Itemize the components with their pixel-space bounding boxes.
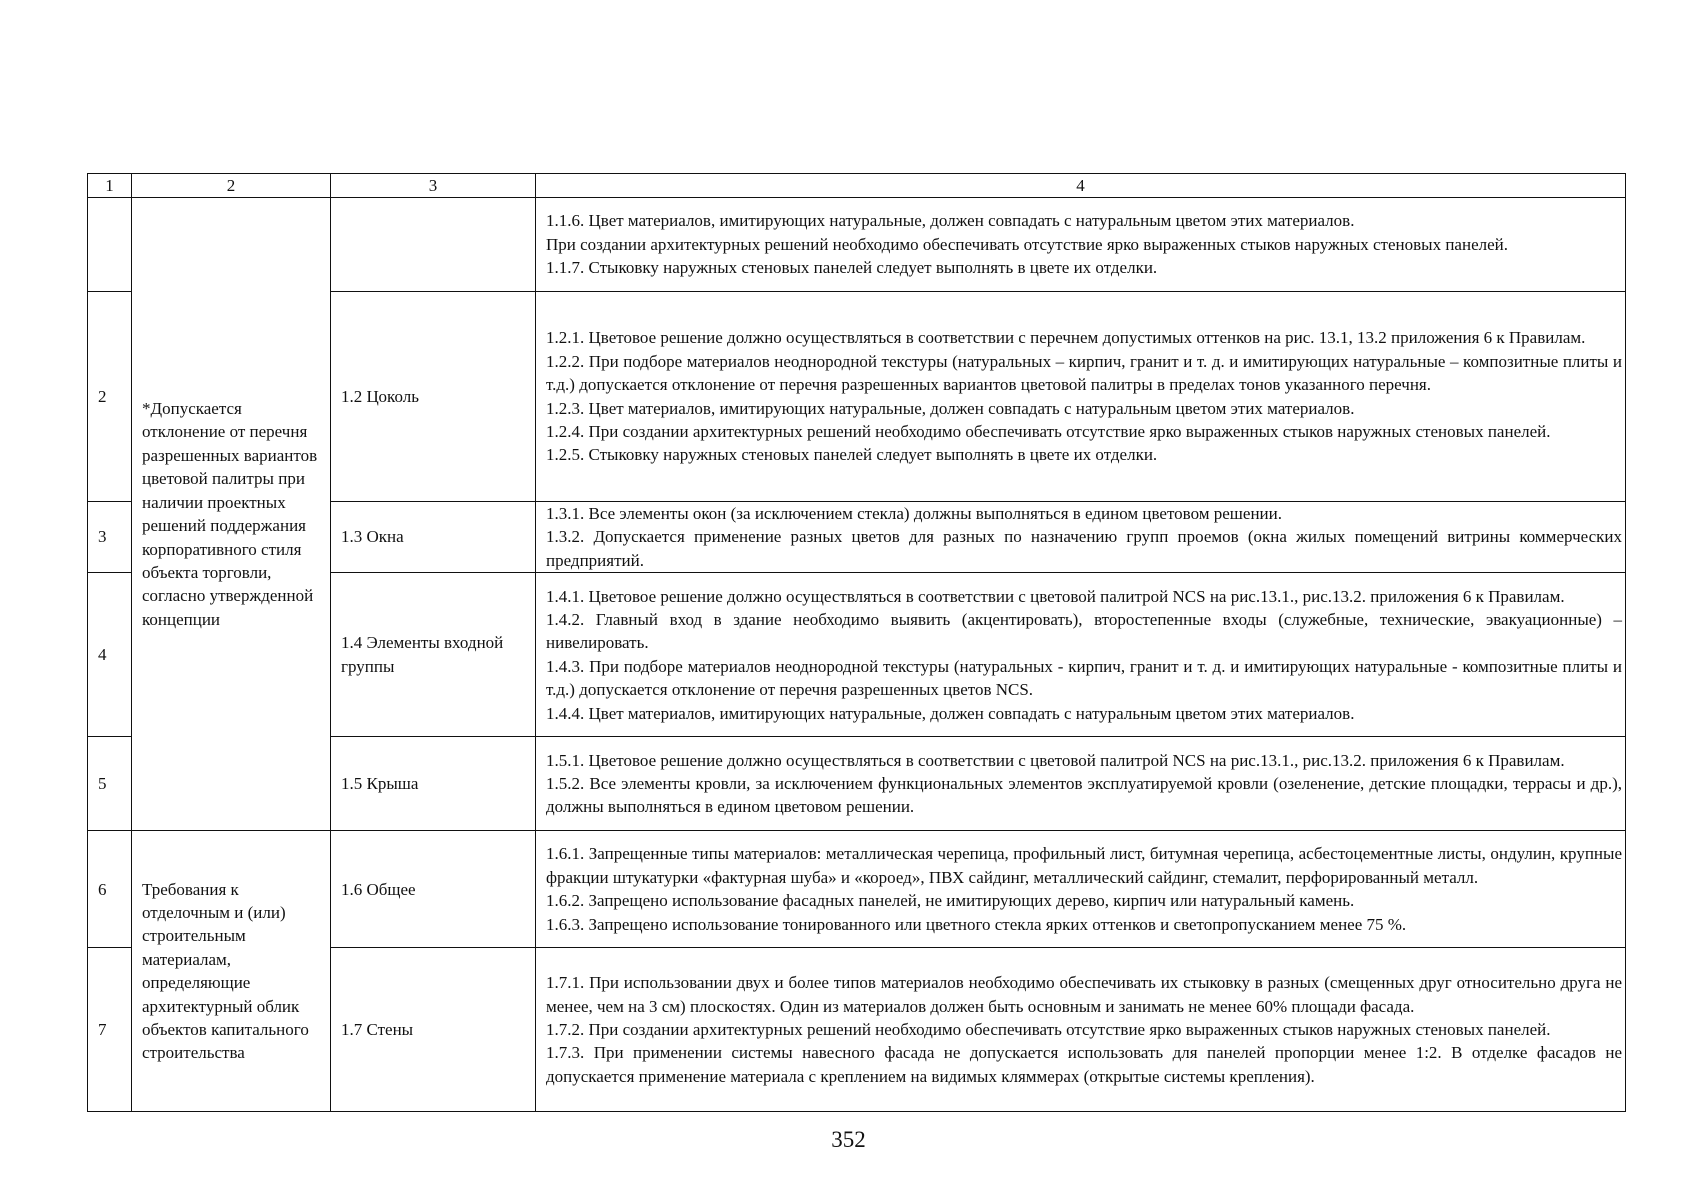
requirement-item: 1.2.2. При подборе материалов неоднородной текстуры (натуральных – кирпич, гранит и т. д. и имитирующих натуральные – композитные плиты и т.д.) допускается отклонение от перечня разрешенных вариантов цветовой палитры в пределах тонов указанного перечня. (546, 351, 1622, 395)
requirement-item: 1.1.7. Стыковку наружных стеновых панелей следует выполнять в цвете их отделки. (546, 258, 1158, 278)
requirements-cell (536, 831, 1626, 948)
requirement-item: 1.2.1. Цветовое решение должно осуществляться в соответствии с перечнем допустимых оттенков на рис. 13.1, 13.2 приложения 6 к Правилам. (546, 328, 1586, 348)
requirements-table (87, 173, 1626, 1112)
requirements-cell (536, 737, 1626, 831)
requirements-cell (536, 292, 1626, 502)
requirement-item: 1.3.1. Все элементы окон (за исключением стекла) должны выполняться в едином цветовом решении. (546, 504, 1282, 523)
header-row (88, 174, 1626, 198)
requirements-cell (536, 198, 1626, 292)
row-number (88, 198, 132, 292)
requirement-item: 1.4.2. Главный вход в здание необходимо выявить (акцентировать), второстепенные входы (служебные, технические, эвакуационные) – нивелировать. (546, 609, 1622, 653)
table-row (88, 831, 1626, 948)
requirement-item: 1.6.2. Запрещено использование фасадных панелей, не имитирующих дерево, кирпич или натуральный камень. (546, 891, 1355, 911)
requirements-cell (536, 948, 1626, 1112)
requirement-item: 1.2.4. При создании архитектурных решений необходимо обеспечивать отсутствие ярко выраженных стыков наружных стеновых панелей. (546, 421, 1551, 441)
requirement-item: 1.7.2. При создании архитектурных решений необходимо обеспечивать отсутствие ярко выраженных стыков наружных стеновых панелей. (546, 1020, 1551, 1040)
header-cell-3: 3 (331, 174, 536, 198)
group-note-color-deviation: *Допускается отклонение от перечня разрешенных вариантов цветовой палитры при наличии проектных решений поддержания корпоративного стиля объекта торговли, согласно утвержденной концепции (132, 198, 331, 831)
header-cell-1: 1 (88, 174, 132, 198)
table-row (88, 198, 1626, 292)
element-name: 1.7 Стены (331, 948, 536, 1112)
element-name: 1.6 Общее (331, 831, 536, 948)
requirement-item: 1.4.4. Цвет материалов, имитирующих натуральные, должен совпадать с натуральным цветом этих материалов. (546, 703, 1355, 723)
requirement-item: 1.7.1. При использовании двух и более типов материалов необходимо обеспечивать их стыковку в разных (смещенных друг относительно друга не менее, чем на 3 см) плоскостях. Один из материалов должен быть основным и занимать не менее 60% площади фасада. (546, 973, 1622, 1016)
group-note-materials: Требования к отделочным и (или) строительным материалам, определяющие архитектурный облик объектов капитального строительства (132, 831, 331, 1112)
requirement-item: 1.1.6. Цвет материалов, имитирующих натуральные, должен совпадать с натуральным цветом этих материалов. (546, 211, 1355, 231)
requirement-item: 1.3.2. Допускается применение разных цветов для разных по назначению групп проемов (окна жилых помещений витрины коммерческих предприятий. (546, 527, 1622, 570)
requirement-item: 1.2.5. Стыковку наружных стеновых панелей следует выполнять в цвете их отделки. (546, 445, 1158, 465)
element-name: 1.3 Окна (331, 502, 536, 573)
row-number: 4 (88, 573, 132, 737)
row-number: 2 (88, 292, 132, 502)
requirement-item: 1.6.3. Запрещено использование тонированного или цветного стекла ярких оттенков и светопропусканием менее 75 %. (546, 914, 1407, 934)
row-number: 5 (88, 737, 132, 831)
header-cell-4: 4 (536, 174, 1626, 198)
requirement-item: 1.6.1. Запрещенные типы материалов: металлическая черепица, профильный лист, битумная черепица, асбестоцементные листы, ондулин, крупные фракции штукатурки «фактурная шуба» и «короед», ПВХ сайдинг, металлический сайдинг, стемалит, перфорированный металл. (546, 844, 1622, 887)
row-number: 7 (88, 948, 132, 1112)
page-number: 352 (831, 1127, 866, 1152)
header-cell-2: 2 (132, 174, 331, 198)
requirement-item: 1.2.3. Цвет материалов, имитирующих натуральные, должен совпадать с натуральным цветом этих материалов. (546, 398, 1355, 418)
requirement-item: 1.4.1. Цветовое решение должно осуществляться в соответствии с цветовой палитрой NCS на рис.13.1., рис.13.2. приложения 6 к Правилам. (546, 586, 1565, 606)
requirements-cell (536, 573, 1626, 737)
element-name: 1.4 Элементы входной группы (331, 573, 536, 737)
requirements-cell (536, 502, 1626, 573)
element-name (331, 198, 536, 292)
element-name: 1.5 Крыша (331, 737, 536, 831)
element-name: 1.2 Цоколь (331, 292, 536, 502)
requirement-item: При создании архитектурных решений необходимо обеспечивать отсутствие ярко выраженных стыков наружных стеновых панелей. (546, 234, 1508, 254)
requirement-item: 1.5.2. Все элементы кровли, за исключением функциональных элементов эксплуатируемой кровли (озеленение, детские площадки, террасы и др.), должны выполняться в едином цветовом решении. (546, 774, 1622, 817)
row-number: 3 (88, 502, 132, 573)
requirement-item: 1.7.3. При применении системы навесного фасада не допускается использовать для панелей пропорции менее 1:2. В отделке фасадов не допускается применение материала с креплением на видимых кляммерах (открытые системы крепления). (546, 1043, 1622, 1086)
row-number: 6 (88, 831, 132, 948)
requirement-item: 1.4.3. При подборе материалов неоднородной текстуры (натуральных - кирпич, гранит и т. д. и имитирующих натуральные - композитные плиты и т.д.) допускается отклонение от перечня разрешенных цветов NCS. (546, 656, 1622, 700)
requirement-item: 1.5.1. Цветовое решение должно осуществляться в соответствии с цветовой палитрой NCS на рис.13.1., рис.13.2. приложения 6 к Правилам. (546, 750, 1565, 770)
